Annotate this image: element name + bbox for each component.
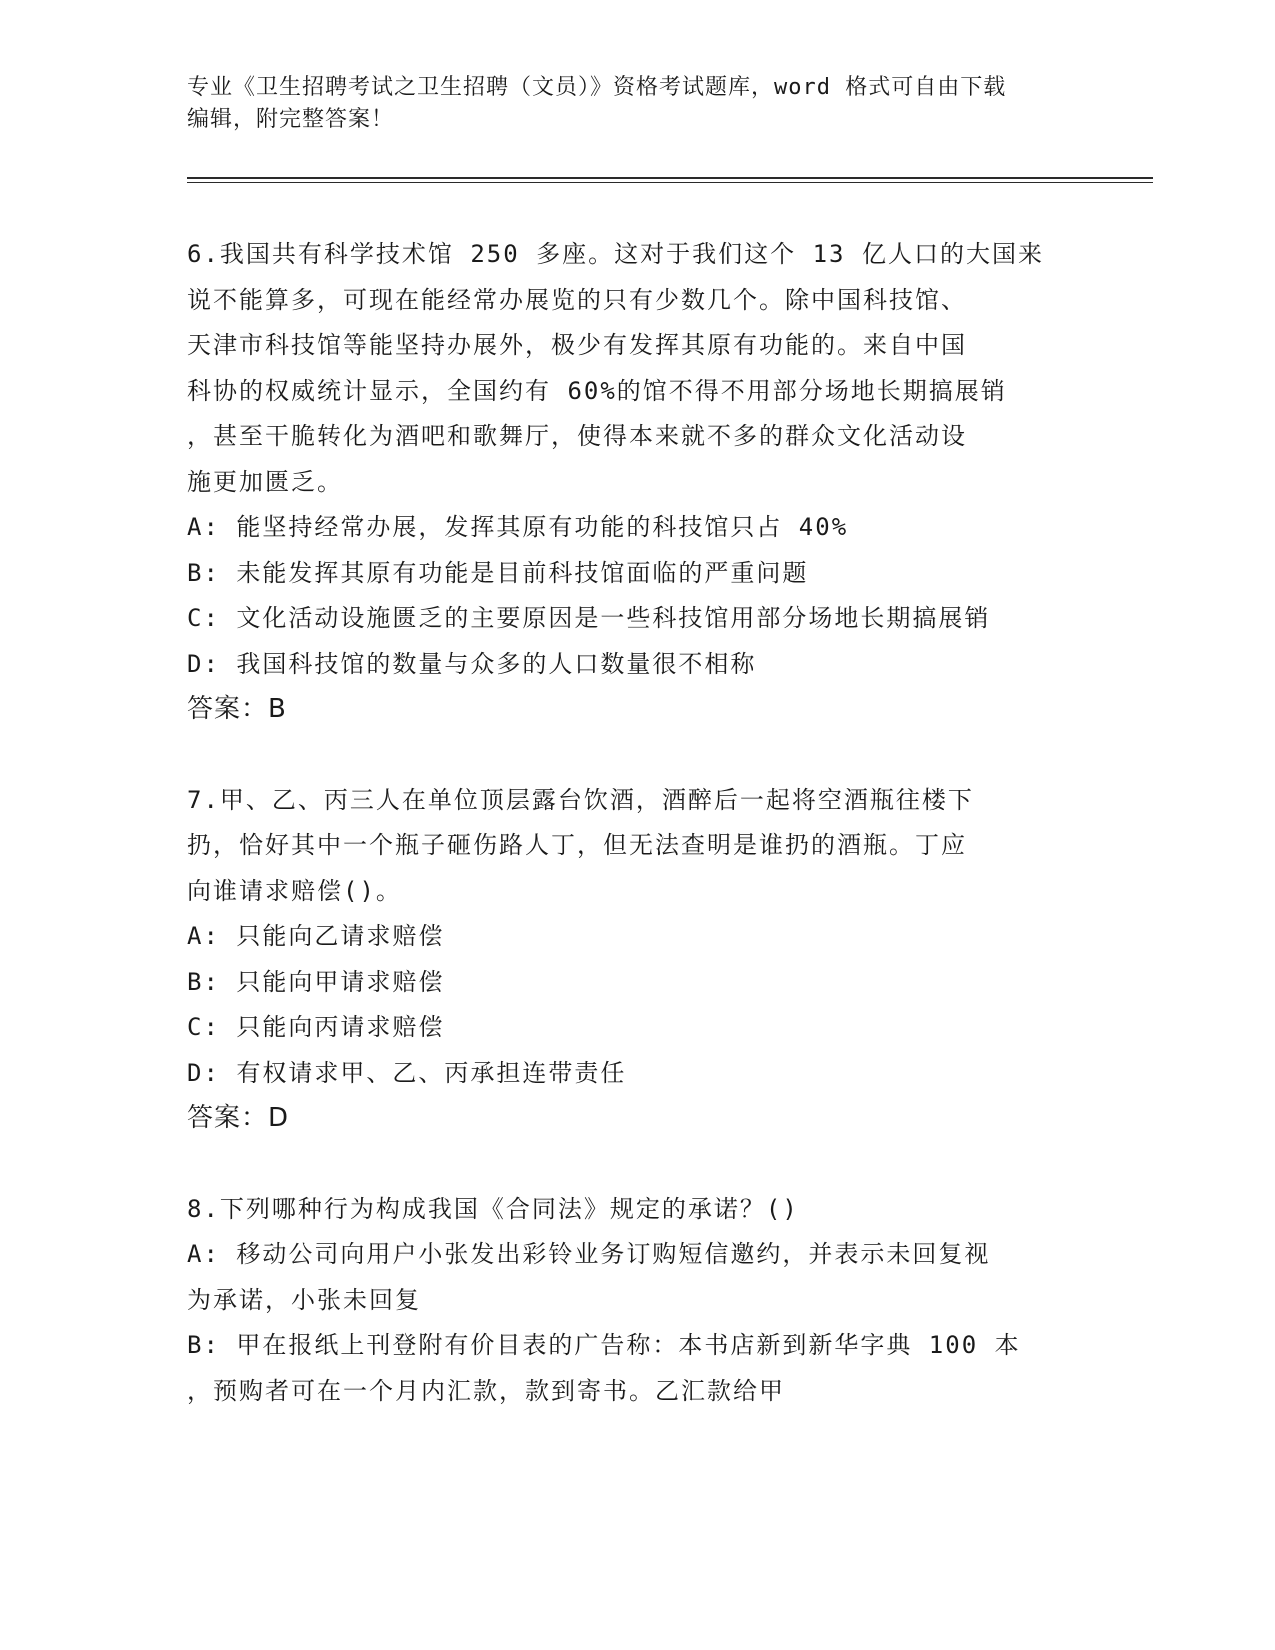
answer-label: 答案：D [187, 1103, 290, 1133]
document-header: 专业《卫生招聘考试之卫生招聘（文员）》资格考试题库，word 格式可自由下载 编辑，附完整答案！ [187, 75, 1007, 132]
question-text: 6.我国共有科学技术馆 250 多座。这对于我们这个 13 亿人口的大国来 说不能算多，可现在能经常办展览的只有少数几个。除中国科技馆、 天津市科技馆等能坚持办展外，极少有发挥其原有功能的。来自中国 科协的权威统计显示，全国约有 60%的馆不得不用部分场地长期搞展销 ，甚至干脆转化为酒吧和歌舞厅，使得本来就不多的群众文化活动设 施更加匮乏。 [187, 240, 1044, 496]
question-6 [187, 232, 1087, 733]
question-text: 7.甲、乙、丙三人在单位顶层露台饮酒，酒醉后一起将空酒瓶往楼下 扔，恰好其中一个瓶子砸伤路人丁，但无法查明是谁扔的酒瓶。丁应 向谁请求赔偿()。 [187, 785, 974, 905]
question-text: 8.下列哪种行为构成我国《合同法》规定的承诺？() [187, 1194, 799, 1223]
option-a: A: 能坚持经常办展，发挥其原有功能的科技馆只占 40% [187, 513, 849, 541]
option-a: A: 只能向乙请求赔偿 [187, 922, 445, 950]
option-b: B: 甲在报纸上刊登附有价目表的广告称：本书店新到新华字典 100 本 ，预购者可在一个月内汇款，款到寄书。乙汇款给甲 [187, 1331, 1021, 1405]
question-7 [187, 778, 1087, 1142]
option-d: D: 我国科技馆的数量与众多的人口数量很不相称 [187, 649, 757, 678]
option-d: D: 有权请求甲、乙、丙承担连带责任 [187, 1058, 627, 1087]
option-a: A: 移动公司向用户小张发出彩铃业务订购短信邀约，并表示未回复视 为承诺，小张未回复 [187, 1240, 991, 1314]
option-c: C: 只能向丙请求赔偿 [187, 1013, 445, 1041]
option-b: B: 未能发挥其原有功能是目前科技馆面临的严重问题 [187, 558, 809, 587]
option-b: B: 只能向甲请求赔偿 [187, 967, 445, 996]
header-divider-thin [187, 182, 1153, 183]
question-list [187, 232, 1087, 1459]
header-divider-thick [187, 177, 1153, 179]
answer-label: 答案：B [187, 694, 287, 724]
option-c: C: 文化活动设施匮乏的主要原因是一些科技馆用部分场地长期搞展销 [187, 604, 991, 632]
question-8 [187, 1187, 1087, 1415]
